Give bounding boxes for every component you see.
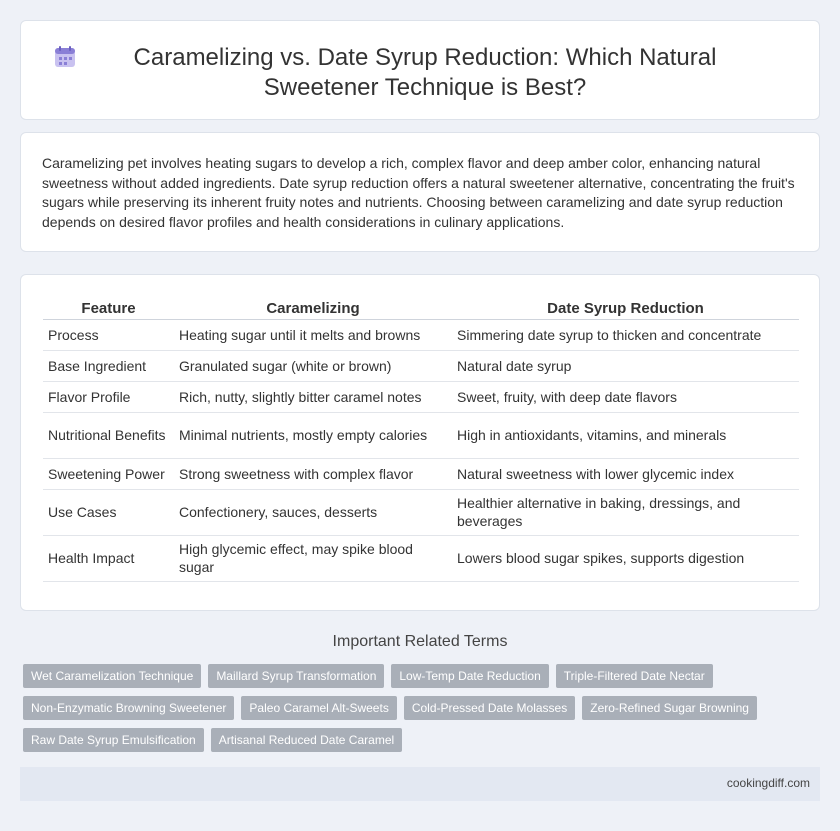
date-syrup-cell: Natural date syrup xyxy=(452,350,799,381)
tag-row xyxy=(23,696,823,720)
caramelizing-cell: High glycemic effect, may spike blood sugar xyxy=(174,535,452,581)
feature-cell: Sweetening Power xyxy=(43,458,174,489)
related-term-tag[interactable]: Non-Enzymatic Browning Sweetener xyxy=(23,696,234,720)
feature-cell: Health Impact xyxy=(43,535,174,581)
related-terms-list xyxy=(23,664,823,760)
feature-cell: Use Cases xyxy=(43,489,174,535)
date-syrup-cell: Sweet, fruity, with deep date flavors xyxy=(452,381,799,412)
table-row xyxy=(43,535,799,581)
tag-row xyxy=(23,728,823,752)
feature-cell: Base Ingredient xyxy=(43,350,174,381)
table-header-row xyxy=(43,297,799,319)
related-term-tag[interactable]: Artisanal Reduced Date Caramel xyxy=(211,728,402,752)
feature-cell: Process xyxy=(43,319,174,350)
footer-site-link[interactable]: cookingdiff.com xyxy=(726,776,810,790)
comparison-table xyxy=(43,297,799,582)
table-row xyxy=(43,319,799,350)
caramelizing-cell: Confectionery, sauces, desserts xyxy=(174,489,452,535)
column-header-feature: Feature xyxy=(43,297,174,319)
caramelizing-cell: Granulated sugar (white or brown) xyxy=(174,350,452,381)
page-title: Caramelizing vs. Date Syrup Reduction: Which Natural Sweetener Technique is Best? xyxy=(133,44,717,101)
title-card xyxy=(20,20,820,120)
table-row xyxy=(43,381,799,412)
caramelizing-cell: Heating sugar until it melts and browns xyxy=(174,319,452,350)
intro-paragraph: Caramelizing pet involves heating sugars to develop a rich, complex flavor and deep amber color, enhancing natural sweetness without added ingredients. Date syrup reduction offers a natural sweetener alternative, concentrating the fruit's sugars while preserving its inherent fruity notes and nutrients. Choosing between caramelizing and date syrup reduction depends on desired flavor profiles and health considerations in culinary applications. xyxy=(42,155,795,230)
column-header-caramelizing: Caramelizing xyxy=(174,297,452,319)
table-row xyxy=(43,489,799,535)
date-syrup-cell: Healthier alternative in baking, dressings, and beverages xyxy=(452,489,799,535)
table-row xyxy=(43,350,799,381)
table-row xyxy=(43,412,799,458)
related-term-tag[interactable]: Triple-Filtered Date Nectar xyxy=(556,664,713,688)
feature-cell: Nutritional Benefits xyxy=(43,412,174,458)
related-term-tag[interactable]: Maillard Syrup Transformation xyxy=(208,664,384,688)
caramelizing-cell: Minimal nutrients, mostly empty calories xyxy=(174,412,452,458)
caramelizing-cell: Strong sweetness with complex flavor xyxy=(174,458,452,489)
caramelizing-cell: Rich, nutty, slightly bitter caramel notes xyxy=(174,381,452,412)
related-term-tag[interactable]: Low-Temp Date Reduction xyxy=(391,664,548,688)
table-row xyxy=(43,458,799,489)
related-term-tag[interactable]: Wet Caramelization Technique xyxy=(23,664,201,688)
date-syrup-cell: Natural sweetness with lower glycemic index xyxy=(452,458,799,489)
tag-row xyxy=(23,664,823,688)
related-term-tag[interactable]: Zero-Refined Sugar Browning xyxy=(582,696,757,720)
date-syrup-cell: High in antioxidants, vitamins, and minerals xyxy=(452,412,799,458)
related-term-tag[interactable]: Paleo Caramel Alt-Sweets xyxy=(241,696,396,720)
related-term-tag[interactable]: Raw Date Syrup Emulsification xyxy=(23,728,204,752)
related-term-tag[interactable]: Cold-Pressed Date Molasses xyxy=(404,696,575,720)
date-syrup-cell: Lowers blood sugar spikes, supports digestion xyxy=(452,535,799,581)
comparison-card xyxy=(20,274,820,611)
date-syrup-cell: Simmering date syrup to thicken and concentrate xyxy=(452,319,799,350)
related-terms-heading: Important Related Terms xyxy=(332,633,508,650)
intro-card xyxy=(20,132,820,252)
column-header-date-syrup: Date Syrup Reduction xyxy=(452,297,799,319)
footer xyxy=(20,767,820,801)
feature-cell: Flavor Profile xyxy=(43,381,174,412)
